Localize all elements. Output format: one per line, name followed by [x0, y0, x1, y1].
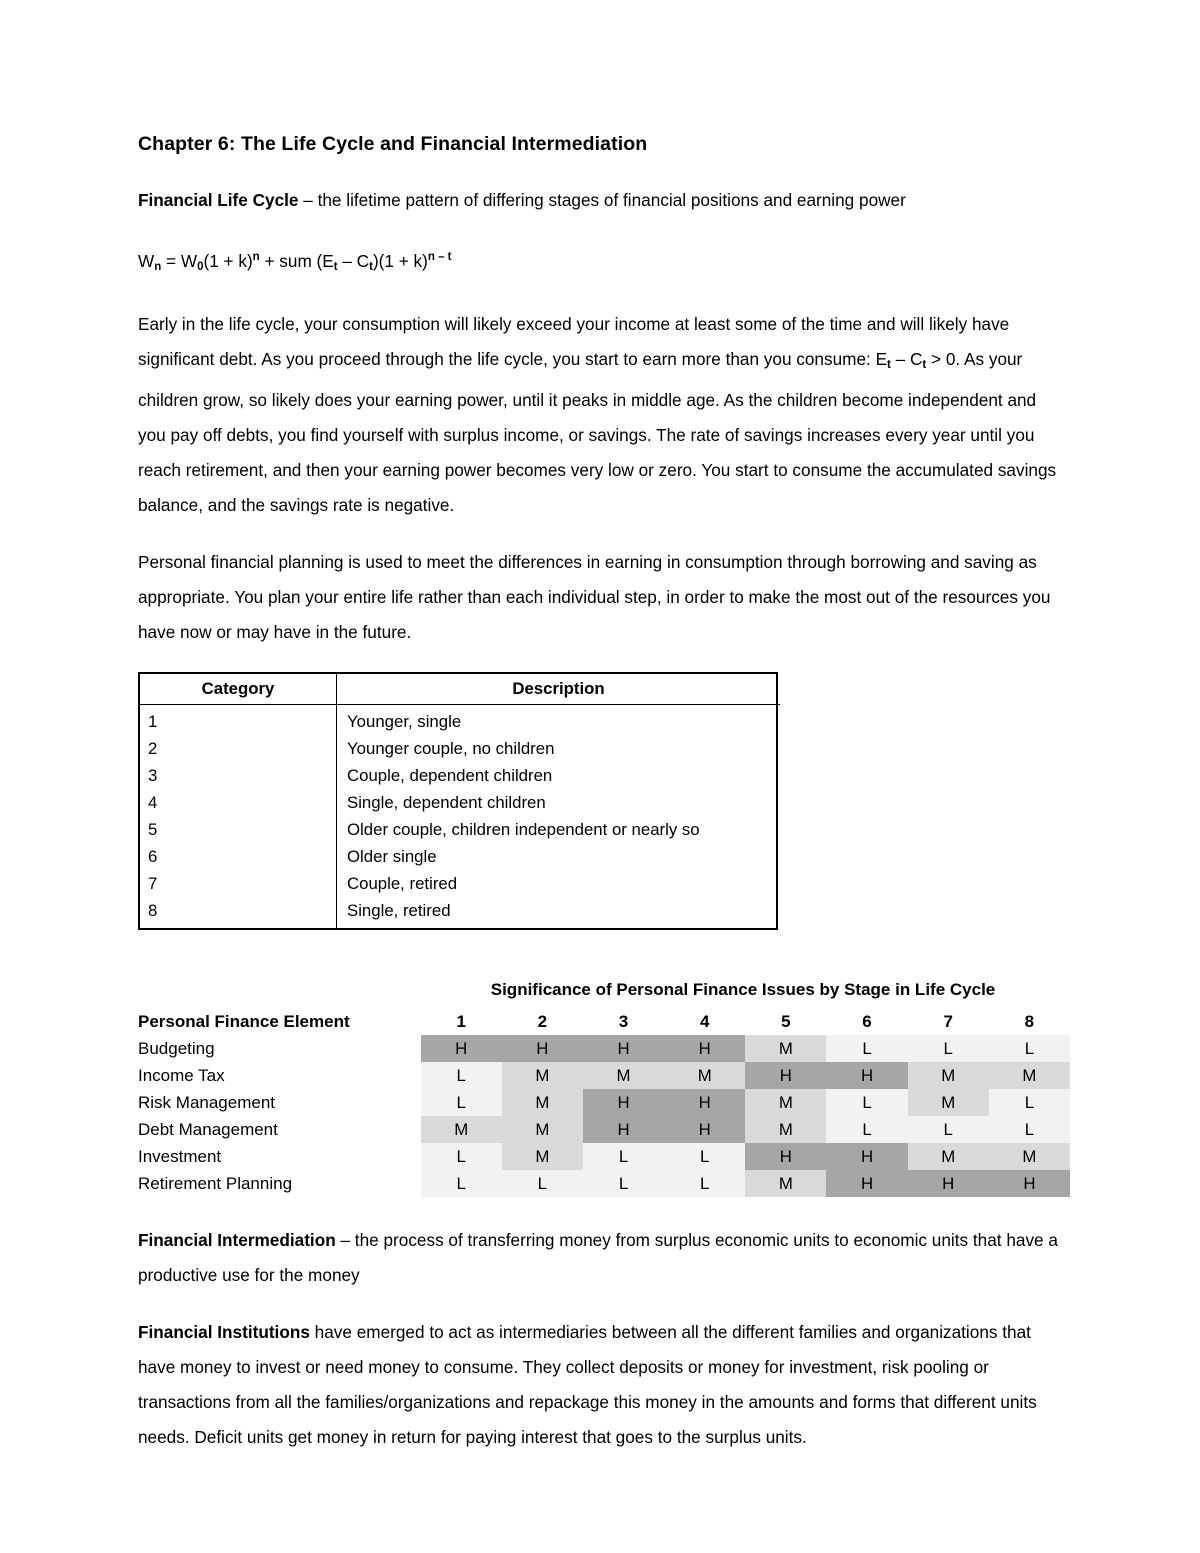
- stage-column-header: 6: [862, 1012, 872, 1032]
- matrix-cell: M: [502, 1089, 583, 1116]
- formula-w-sub: n: [154, 261, 162, 274]
- description-cell: Older single: [347, 847, 437, 867]
- significance-matrix-block: [138, 976, 1066, 1197]
- matrix-cell: H: [826, 1143, 907, 1170]
- matrix-cell: H: [583, 1116, 664, 1143]
- matrix-cell: M: [421, 1116, 502, 1143]
- financial-institutions-term: Financial Institutions: [138, 1322, 310, 1343]
- matrix-cell: M: [745, 1116, 826, 1143]
- matrix-row-label: Budgeting: [138, 1039, 215, 1059]
- category-table-head: [140, 674, 780, 705]
- matrix-cell: L: [908, 1116, 989, 1143]
- table-row: [140, 843, 780, 870]
- table-row: [140, 870, 780, 897]
- category-cell: 8: [140, 897, 337, 928]
- life-cycle-text-a: Early in the life cycle, your consumption will likely exceed your income at least some of the time and will likely have significant debt. As you proceed through the life cycle, you start to earn more than you consume: E: [138, 314, 1010, 370]
- matrix-cell: H: [908, 1170, 989, 1197]
- formula-sub-t2: t: [369, 261, 373, 274]
- table-row: [140, 705, 780, 736]
- matrix-cell: L: [826, 1089, 907, 1116]
- matrix-row-label: Income Tax: [138, 1066, 225, 1086]
- matrix-cell: H: [664, 1116, 745, 1143]
- financial-intermediation-definition: [138, 1223, 1066, 1293]
- formula-part2: + sum (E: [259, 251, 334, 272]
- table-row: [140, 816, 780, 843]
- matrix-cell: L: [826, 1116, 907, 1143]
- category-table-wrapper: [138, 672, 778, 930]
- matrix-cell: M: [745, 1170, 826, 1197]
- matrix-cell: L: [989, 1116, 1070, 1143]
- matrix-cell: H: [826, 1062, 907, 1089]
- matrix-cell: L: [583, 1170, 664, 1197]
- matrix-row-label: Debt Management: [138, 1120, 278, 1140]
- matrix-cell: M: [908, 1062, 989, 1089]
- wealth-formula: [138, 240, 1066, 285]
- financial-life-cycle-definition: [138, 183, 1066, 218]
- category-table-header-row: [140, 674, 780, 705]
- matrix-cell: L: [421, 1143, 502, 1170]
- matrix-row: [138, 1062, 1070, 1089]
- matrix-cell: L: [826, 1035, 907, 1062]
- matrix-row-label: Retirement Planning: [138, 1174, 293, 1194]
- financial-intermediation-term: Financial Intermediation: [138, 1230, 336, 1251]
- life-cycle-text-b: – C: [890, 349, 923, 370]
- matrix-cell: M: [745, 1035, 826, 1062]
- matrix-row: [138, 1170, 1070, 1197]
- document-content: [138, 132, 1066, 1477]
- formula-exp1: n: [252, 251, 260, 264]
- personal-planning-paragraph: Personal financial planning is used to meet the differences in earning in consumption through borrowing and saving as appropriate. You plan your entire life rather than each individual step, in order to make the most out of the resources you have now or may have in the future.: [138, 552, 1051, 643]
- stage-column-header: 5: [781, 1012, 791, 1032]
- matrix-row: [138, 1035, 1070, 1062]
- personal-finance-element-header: Personal Finance Element: [138, 1012, 350, 1032]
- category-table: [140, 674, 780, 928]
- financial-intermediation-text: – the process of transferring money from surplus economic units to economic units that have a productive use for the money: [138, 1230, 1058, 1286]
- table-row: [140, 735, 780, 762]
- category-cell: 2: [140, 735, 337, 762]
- matrix-cell: M: [908, 1143, 989, 1170]
- description-cell: Older couple, children independent or nearly so: [347, 820, 700, 840]
- life-cycle-sub-t1: t: [887, 359, 891, 372]
- significance-matrix-body: [138, 1035, 1070, 1197]
- matrix-cell: H: [989, 1170, 1070, 1197]
- financial-life-cycle-text: – the lifetime pattern of differing stages of financial positions and earning power: [298, 190, 906, 211]
- description-cell: Couple, dependent children: [347, 766, 553, 786]
- formula-part3: )(1 + k): [372, 251, 428, 272]
- category-cell: 3: [140, 762, 337, 789]
- matrix-cell: H: [502, 1035, 583, 1062]
- stage-column-header: 2: [537, 1012, 548, 1032]
- table-row: [140, 897, 780, 928]
- matrix-cell: L: [989, 1035, 1070, 1062]
- matrix-cell: M: [502, 1062, 583, 1089]
- formula-w0-sub: 0: [197, 261, 204, 274]
- stage-column-header: 7: [943, 1012, 953, 1032]
- category-column-header: Category: [140, 674, 337, 705]
- stage-column-header: 3: [618, 1012, 629, 1032]
- matrix-row: [138, 1089, 1070, 1116]
- page-title: Chapter 6: The Life Cycle and Financial Intermediation: [138, 133, 648, 155]
- stage-column-header: 4: [699, 1012, 710, 1032]
- table-row: [140, 789, 780, 816]
- description-cell: Single, retired: [347, 901, 451, 921]
- matrix-cell: H: [664, 1035, 745, 1062]
- significance-matrix-header-row: [138, 1008, 1070, 1035]
- category-cell: 4: [140, 789, 337, 816]
- formula-part1: (1 + k): [203, 251, 253, 272]
- matrix-cell: M: [664, 1062, 745, 1089]
- formula-sub-t1: t: [333, 261, 338, 274]
- financial-institutions-text: have emerged to act as intermediaries between all the different families and organizations that have money to invest or need money to consume. They collect deposits or money for investment, risk pooling or transactions from all the families/organizations and repackage this money in the amounts and forms that different units needs. Deficit units get money in return for paying interest that goes to the surplus units.: [138, 1322, 1037, 1448]
- life-cycle-sub-t2: t: [922, 359, 927, 372]
- category-cell: 7: [140, 870, 337, 897]
- matrix-cell: H: [583, 1035, 664, 1062]
- life-cycle-text-c: > 0. As your children grow, so likely does your earning power, until it peaks in middle age. As the children become independent and you pay off debts, you find yourself with surplus income, or savings. The rate of savings increases every year until you reach retirement, and then your earning power becomes very low or zero. You start to consume the accumulated savings balance, and the savings rate is negative.: [138, 349, 1057, 516]
- matrix-row-label: Risk Management: [138, 1093, 276, 1113]
- matrix-cell: M: [502, 1116, 583, 1143]
- matrix-cell: L: [664, 1143, 745, 1170]
- matrix-cell: L: [421, 1170, 502, 1197]
- description-cell: Younger, single: [347, 712, 462, 732]
- matrix-cell: M: [989, 1062, 1070, 1089]
- significance-matrix-title: Significance of Personal Finance Issues by Stage in Life Cycle: [490, 980, 996, 1000]
- matrix-cell: M: [502, 1143, 583, 1170]
- formula-equals: = W: [161, 251, 198, 272]
- matrix-cell: H: [664, 1089, 745, 1116]
- formula-w: W: [138, 251, 155, 272]
- matrix-cell: H: [826, 1170, 907, 1197]
- matrix-cell: M: [745, 1089, 826, 1116]
- matrix-cell: L: [664, 1170, 745, 1197]
- description-cell: Younger couple, no children: [347, 739, 555, 759]
- stage-column-header: 8: [1024, 1012, 1035, 1032]
- matrix-cell: M: [908, 1089, 989, 1116]
- category-cell: 5: [140, 816, 337, 843]
- description-cell: Couple, retired: [347, 874, 458, 894]
- category-cell: 6: [140, 843, 337, 870]
- matrix-cell: L: [583, 1143, 664, 1170]
- formula-minus: – C: [337, 251, 370, 272]
- matrix-cell: L: [421, 1089, 502, 1116]
- matrix-row: [138, 1143, 1070, 1170]
- formula-exp2: n – t: [427, 251, 452, 264]
- stage-column-header: 1: [456, 1012, 466, 1032]
- matrix-cell: M: [989, 1143, 1070, 1170]
- financial-institutions-paragraph: [138, 1315, 1066, 1455]
- significance-matrix-table: [138, 1008, 1070, 1197]
- matrix-row-label: Investment: [138, 1147, 222, 1167]
- matrix-cell: M: [583, 1062, 664, 1089]
- matrix-row: [138, 1116, 1070, 1143]
- table-row: [140, 762, 780, 789]
- description-column-header: Description: [337, 674, 781, 705]
- financial-life-cycle-term: Financial Life Cycle: [138, 190, 299, 211]
- matrix-cell: H: [583, 1089, 664, 1116]
- description-cell: Single, dependent children: [347, 793, 546, 813]
- matrix-cell: L: [989, 1089, 1070, 1116]
- matrix-cell: L: [421, 1062, 502, 1089]
- matrix-cell: H: [421, 1035, 502, 1062]
- matrix-cell: H: [745, 1062, 826, 1089]
- category-table-body: [140, 705, 780, 929]
- category-cell: 1: [140, 705, 337, 736]
- matrix-cell: L: [908, 1035, 989, 1062]
- matrix-cell: H: [745, 1143, 826, 1170]
- life-cycle-paragraph: [138, 307, 1066, 523]
- matrix-cell: L: [502, 1170, 583, 1197]
- significance-matrix-head: [138, 1008, 1070, 1035]
